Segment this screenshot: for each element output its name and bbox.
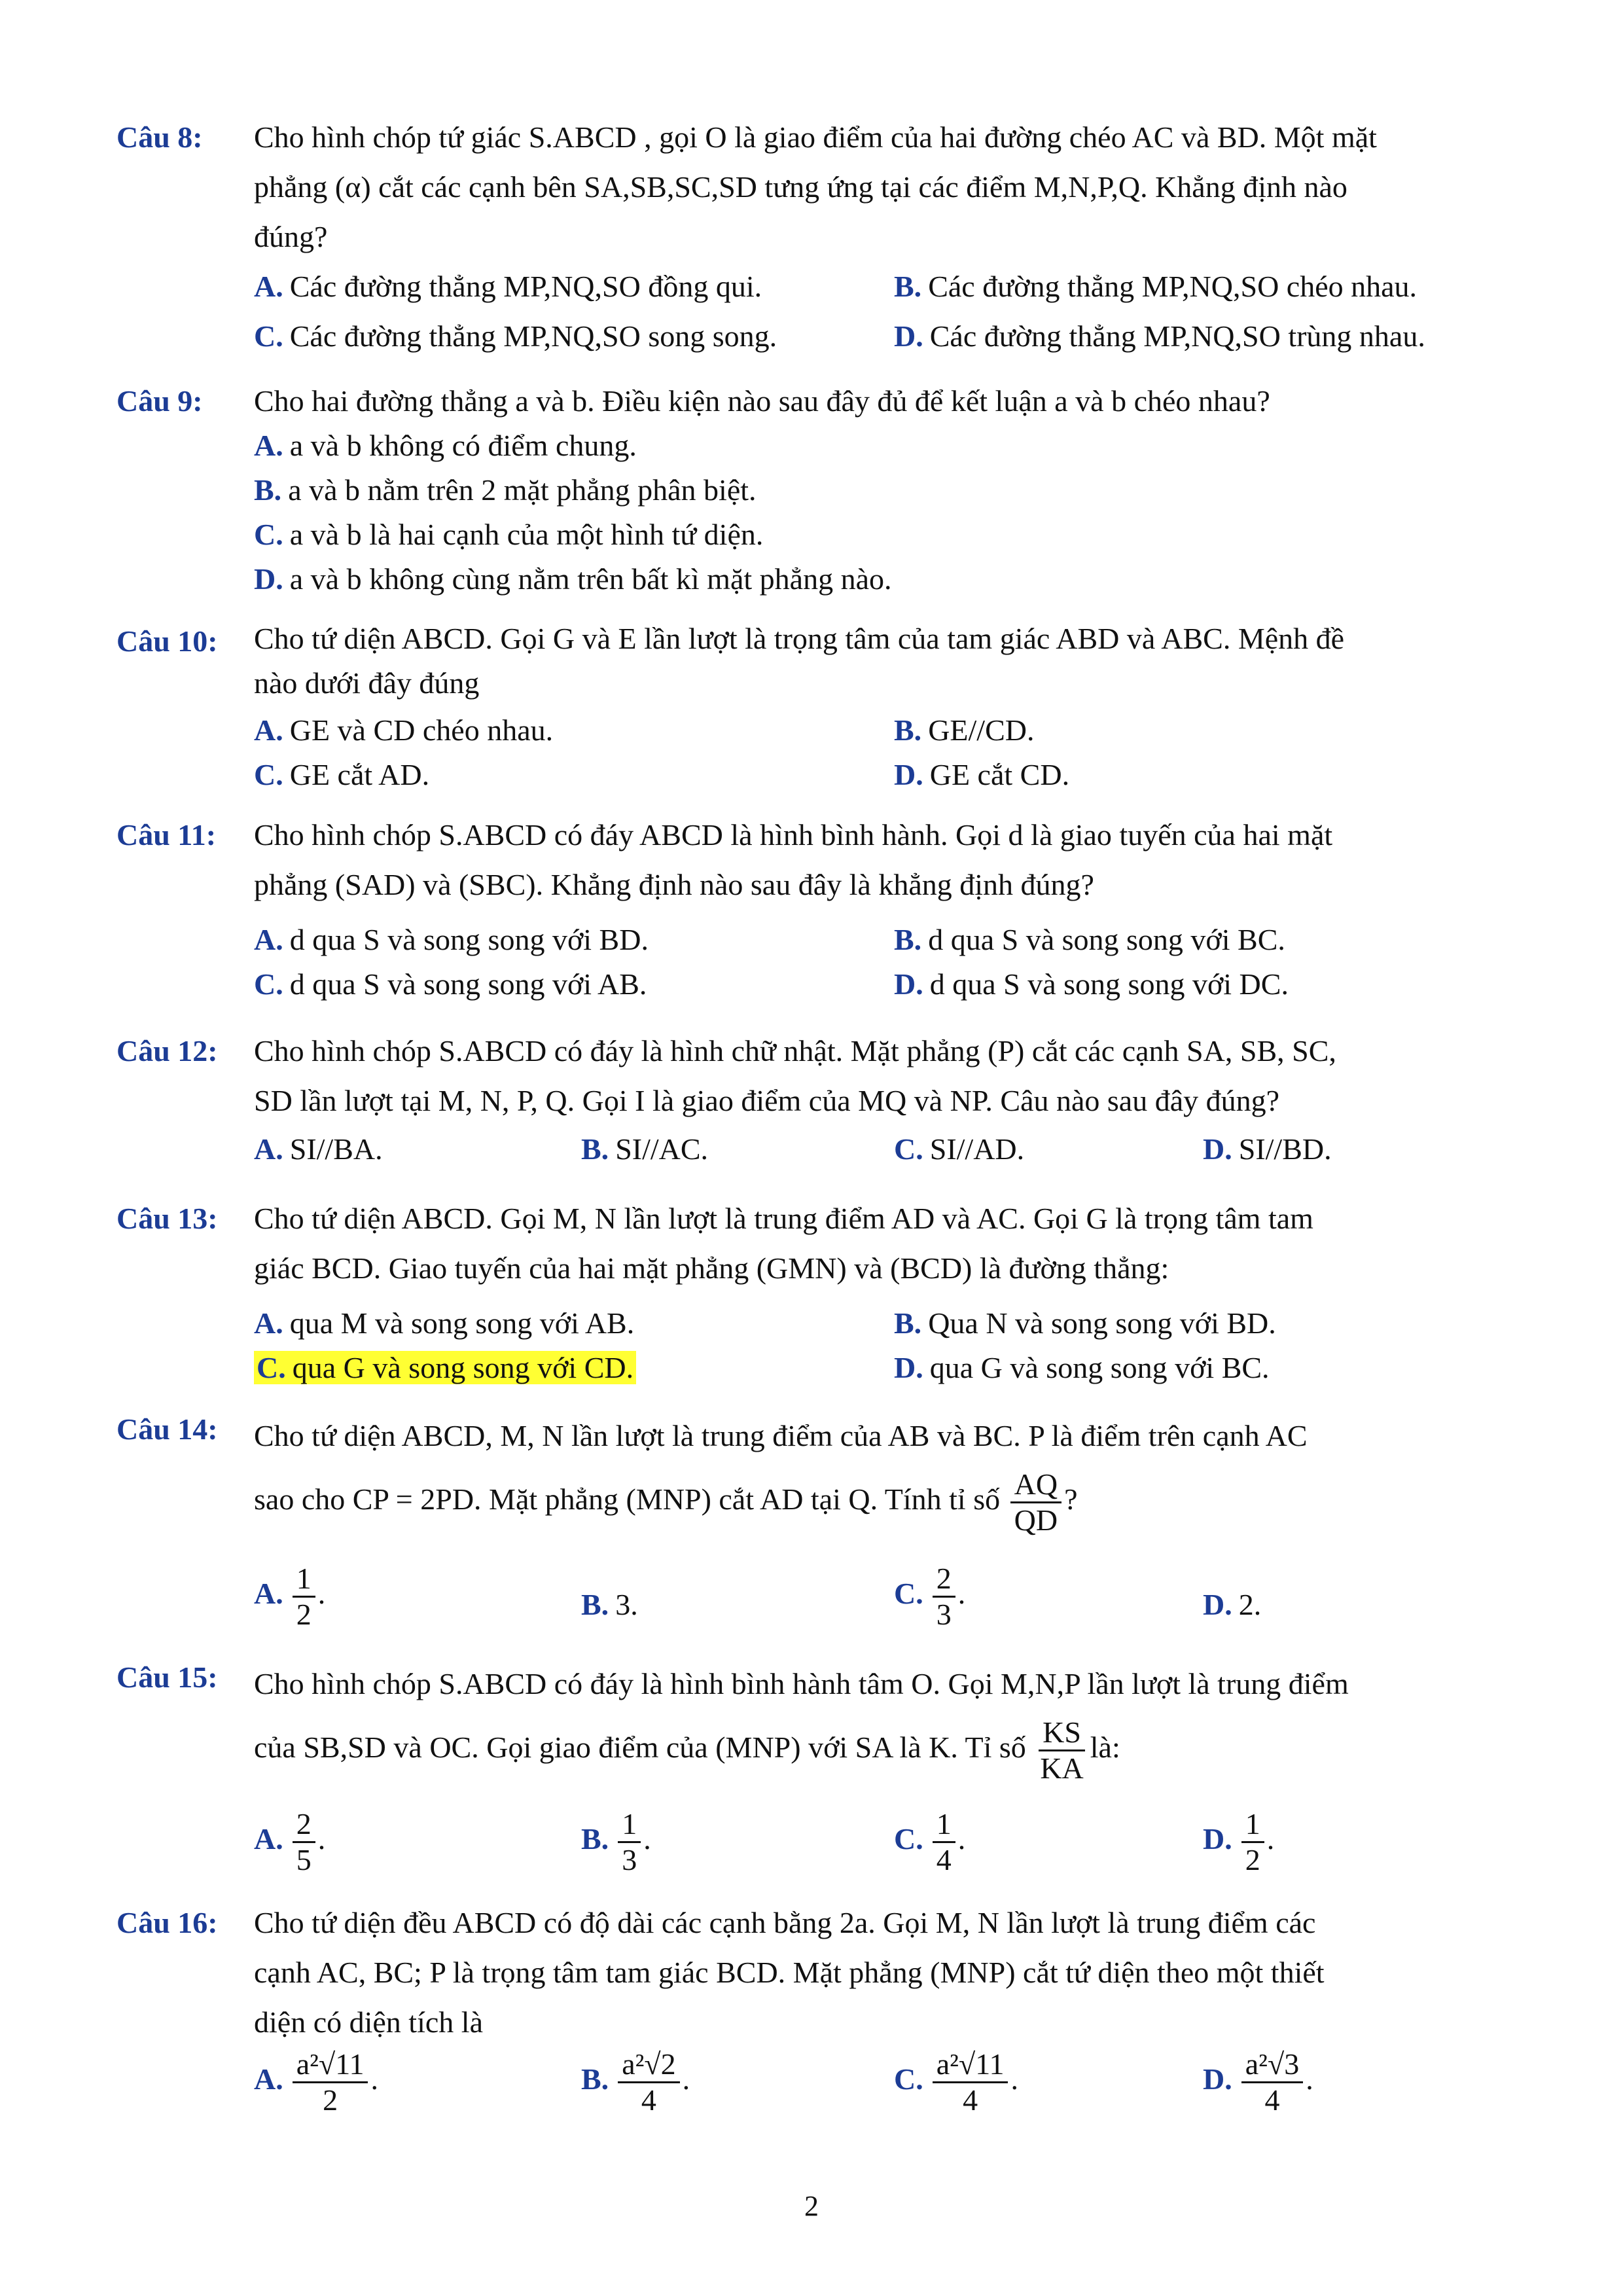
option-c[interactable]: C. $\frac{\text{a²√11}}{4}$ .	[894, 2047, 1018, 2117]
question-text: phẳng (SAD) và (SBC). Khẳng định nào sau đây là khẳng định đúng?	[254, 868, 1094, 901]
option-d[interactable]: D. GE cắt CD.	[894, 758, 1070, 791]
option-c[interactable]: C. SI//AD.	[894, 1132, 1025, 1166]
question-text: nào dưới đây đúng	[254, 666, 480, 700]
option-a[interactable]: A. Các đường thẳng MP,NQ,SO đồng qui.	[254, 270, 762, 303]
question-label: Câu 12:	[116, 1034, 218, 1067]
option-d[interactable]: D. Các đường thẳng MP,NQ,SO trùng nhau.	[894, 319, 1425, 353]
option-c[interactable]: C. Các đường thẳng MP,NQ,SO song song.	[254, 319, 777, 353]
question-text: Cho hình chóp S.ABCD có đáy là hình bình hành tâm O. Gọi M,N,P lần lượt là trung điểm	[254, 1667, 1349, 1700]
option-a[interactable]: A. $\frac{2}{5}$ .	[254, 1807, 326, 1876]
option-d[interactable]: D. qua G và song song với BC.	[894, 1351, 1270, 1384]
question-text: phẳng (α) cắt các cạnh bên SA,SB,SC,SD tưng ứng tại các điểm M,N,P,Q. Khẳng định nào	[254, 170, 1347, 204]
option-b[interactable]: B. Qua N và song song với BD.	[894, 1306, 1276, 1340]
option-b[interactable]: B. d qua S và song song với BC.	[894, 923, 1285, 956]
option-b[interactable]: B. Các đường thẳng MP,NQ,SO chéo nhau.	[894, 270, 1418, 303]
question-label: Câu 10:	[116, 624, 218, 658]
option-c[interactable]: C. $\frac{2}{3}$ .	[894, 1562, 966, 1631]
question-text: đúng?	[254, 220, 328, 253]
option-a[interactable]: A. SI//BA.	[254, 1132, 383, 1166]
question-text: diện có diện tích là	[254, 2005, 483, 2039]
question-text: Cho tứ diện ABCD. Gọi M, N lần lượt là trung điểm AD và AC. Gọi G là trọng tâm tam	[254, 1202, 1313, 1235]
question-label: Câu 13:	[116, 1202, 218, 1235]
ratio-fraction: $\frac{KS}{KA}$	[1036, 1715, 1087, 1785]
option-c[interactable]: C. GE cắt AD.	[254, 758, 430, 791]
question-label: Câu 14:	[116, 1412, 218, 1446]
option-a[interactable]: A. GE và CD chéo nhau.	[254, 713, 554, 747]
page-number: 2	[804, 2190, 819, 2222]
question-text: SD lần lượt tại M, N, P, Q. Gọi I là giao điểm của MQ và NP. Câu nào sau đây đúng?	[254, 1084, 1280, 1117]
option-d[interactable]: D. SI//BD.	[1203, 1132, 1332, 1166]
question-label: Câu 16:	[116, 1906, 218, 1939]
option-a[interactable]: A. qua M và song song với AB.	[254, 1306, 635, 1340]
option-b[interactable]: B. a và b nằm trên 2 mặt phẳng phân biệt.	[254, 473, 757, 507]
option-c-highlighted[interactable]: C. qua G và song song với CD.	[254, 1343, 636, 1393]
option-d[interactable]: D. $\frac{\text{a²√3}}{4}$ .	[1203, 2047, 1313, 2117]
question-text: của SB,SD và OC. Gọi giao điểm của (MNP) với SA là K. Tỉ số $\frac{KS}{KA}$ là:	[254, 1715, 1120, 1785]
option-d[interactable]: D. d qua S và song song với DC.	[894, 967, 1289, 1001]
option-c[interactable]: C. $\frac{1}{4}$ .	[894, 1807, 966, 1876]
option-a[interactable]: A. a và b không có điểm chung.	[254, 429, 637, 462]
option-b[interactable]: B. 3.	[581, 1588, 638, 1621]
option-a[interactable]: A. d qua S và song song với BD.	[254, 923, 649, 956]
option-c[interactable]: C. d qua S và song song với AB.	[254, 967, 647, 1001]
option-d[interactable]: D. $\frac{1}{2}$ .	[1203, 1807, 1275, 1876]
option-a[interactable]: A. $\frac{1}{2}$ .	[254, 1562, 326, 1631]
question-text: Cho hình chóp S.ABCD có đáy là hình chữ nhật. Mặt phẳng (P) cắt các cạnh SA, SB, SC,	[254, 1034, 1336, 1067]
question-text: Cho tứ diện ABCD, M, N lần lượt là trung điểm của AB và BC. P là điểm trên cạnh AC	[254, 1419, 1308, 1452]
option-b[interactable]: B. $\frac{1}{3}$ .	[581, 1807, 651, 1876]
question-text: Cho hai đường thẳng a và b. Điều kiện nào sau đây đủ để kết luận a và b chéo nhau?	[254, 384, 1270, 418]
question-text: Cho tứ diện đều ABCD có độ dài các cạnh bằng 2a. Gọi M, N lần lượt là trung điểm các	[254, 1906, 1316, 1939]
question-text: sao cho CP = 2PD. Mặt phẳng (MNP) cắt AD tại Q. Tính tỉ số $\frac{AQ}{QD}$ ?	[254, 1467, 1078, 1537]
question-text: Cho hình chóp tứ giác S.ABCD , gọi O là giao điểm của hai đường chéo AC và BD. Một mặt	[254, 120, 1377, 154]
question-label: Câu 15:	[116, 1660, 218, 1694]
question-text: cạnh AC, BC; P là trọng tâm tam giác BCD. Mặt phẳng (MNP) cắt tứ diện theo một thiết	[254, 1956, 1325, 1989]
question-label: Câu 8:	[116, 120, 203, 154]
question-text: Cho tứ diện ABCD. Gọi G và E lần lượt là trọng tâm của tam giác ABD và ABC. Mệnh đề	[254, 622, 1345, 655]
option-b[interactable]: B. SI//AC.	[581, 1132, 709, 1166]
option-c[interactable]: C. a và b là hai cạnh của một hình tứ diện.	[254, 518, 764, 551]
option-b[interactable]: B. GE//CD.	[894, 713, 1035, 747]
ratio-fraction: $\frac{AQ}{QD}$	[1010, 1467, 1061, 1537]
option-d[interactable]: D. a và b không cùng nằm trên bất kì mặt phẳng nào.	[254, 562, 892, 596]
question-text: giác BCD. Giao tuyến của hai mặt phẳng (GMN) và (BCD) là đường thẳng:	[254, 1251, 1169, 1285]
question-label: Câu 11:	[116, 818, 217, 852]
question-label: Câu 9:	[116, 384, 203, 418]
option-b[interactable]: B. $\frac{\text{a²√2}}{4}$ .	[581, 2047, 690, 2117]
question-text: Cho hình chóp S.ABCD có đáy ABCD là hình bình hành. Gọi d là giao tuyến của hai mặt	[254, 818, 1333, 852]
option-d[interactable]: D. 2.	[1203, 1588, 1262, 1621]
option-a[interactable]: A. $\frac{\text{a²√11}}{2}$ .	[254, 2047, 378, 2117]
